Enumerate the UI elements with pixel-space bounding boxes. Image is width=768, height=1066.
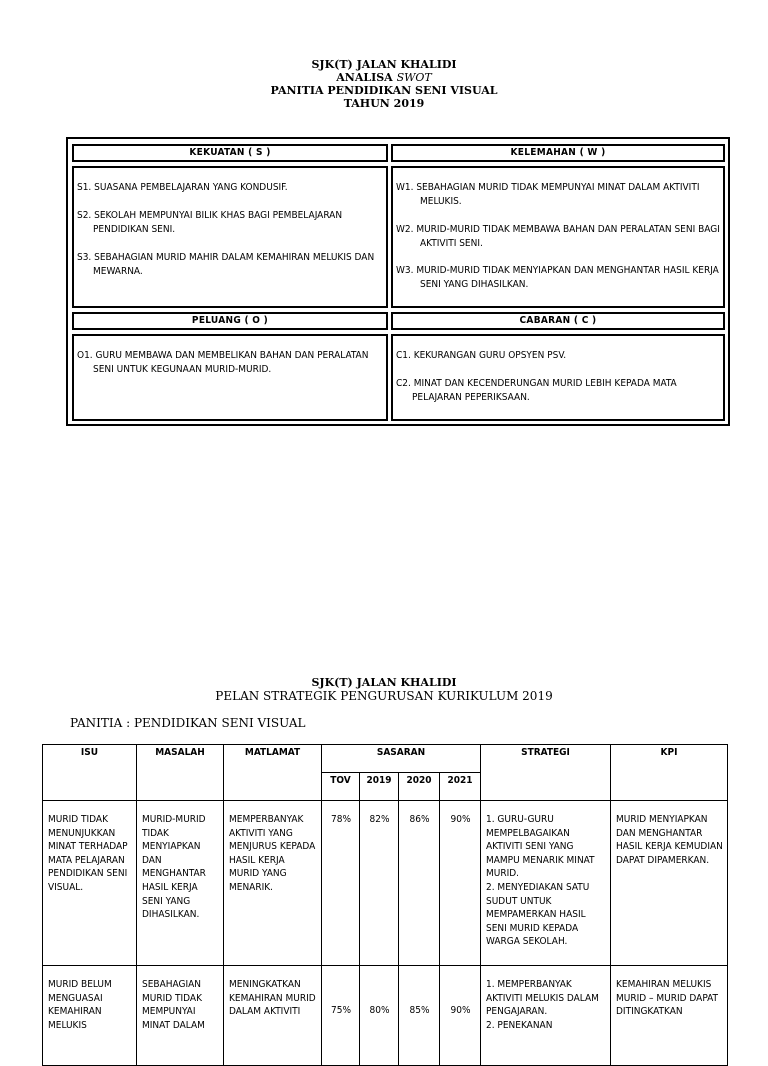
col-2021-header: 2021 <box>440 773 481 801</box>
plan-school-title: SJK(T) JALAN KHALIDI <box>311 676 457 689</box>
kpi-cell: KEMAHIRAN MELUKIS MURID – MURID DAPAT DITINGKATKAN <box>611 966 728 1066</box>
cabaran-item: C2. MINAT DAN KECENDERUNGAN MURID LEBIH KEPADA MATA PELAJARAN PEPERIKSAAN. <box>396 378 677 403</box>
kelemahan-item: W3. MURID-MURID TIDAK MENYIAPKAN DAN MENGHANTAR HASIL KERJA SENI YANG DIHASILKAN. <box>396 265 719 290</box>
col-2020-header: 2020 <box>399 773 440 801</box>
strategi-cell <box>481 966 611 1066</box>
target-2019-cell: 80% <box>360 966 399 1066</box>
kpi-cell: MURID MENYIAPKAN DAN MENGHANTAR HASIL KERJA KEMUDIAN DAPAT DIPAMERKAN. <box>611 801 728 966</box>
kekuatan-item: S1. SUASANA PEMBELAJARAN YANG KONDUSIF. <box>77 182 288 193</box>
swot-word: SWOT <box>396 71 432 84</box>
col-strategi-header: STRATEGI <box>481 745 611 801</box>
col-2019-header: 2019 <box>360 773 399 801</box>
tov-cell: 78% <box>322 801 360 966</box>
target-2020-cell: 86% <box>399 801 440 966</box>
strategi-cell <box>481 801 611 966</box>
strategi-line: 1. GURU-GURU MEMPELBAGAIKAN AKTIVITI SENI YANG MAMPU MENARIK MINAT MURID. <box>486 814 595 880</box>
isu-cell: MURID TIDAK MENUNJUKKAN MINAT TERHADAP MATA PELAJARAN PENDIDIKAN SENI VISUAL. <box>43 801 137 966</box>
col-kpi-header: KPI <box>611 745 728 801</box>
target-2021-cell: 90% <box>440 801 481 966</box>
peluang-header: PELUANG ( O ) <box>72 312 388 330</box>
swot-year-title: TAHUN 2019 <box>343 97 425 110</box>
swot-panitia-title: PANITIA PENDIDIKAN SENI VISUAL <box>270 84 498 97</box>
plan-panitia-label: PANITIA : PENDIDIKAN SENI VISUAL <box>70 716 306 730</box>
plan-table <box>42 744 728 1066</box>
matlamat-cell: MENINGKATKAN KEMAHIRAN MURID DALAM AKTIVITI <box>224 966 322 1066</box>
kekuatan-header: KEKUATAN ( S ) <box>72 144 388 162</box>
peluang-body <box>72 334 388 421</box>
kelemahan-body <box>391 166 725 308</box>
kekuatan-item: S3. SEBAHAGIAN MURID MAHIR DALAM KEMAHIRAN MELUKIS DAN MEWARNA. <box>77 252 375 277</box>
table-row <box>43 966 728 1066</box>
plan-subtitle: PELAN STRATEGIK PENGURUSAN KURIKULUM 2019 <box>215 689 553 703</box>
isu-cell: MURID BELUM MENGUASAI KEMAHIRAN MELUKIS <box>43 966 137 1066</box>
tov-cell: 75% <box>322 966 360 1066</box>
col-sasaran-header: SASARAN <box>322 745 481 773</box>
cabaran-header: CABARAN ( C ) <box>391 312 725 330</box>
table-row <box>43 801 728 966</box>
masalah-cell: MURID-MURID TIDAK MENYIAPKAN DAN MENGHANTAR HASIL KERJA SENI YANG DIHASILKAN. <box>137 801 224 966</box>
analisa-word: ANALISA <box>336 71 393 84</box>
kekuatan-item: S2. SEKOLAH MEMPUNYAI BILIK KHAS BAGI PEMBELAJARAN PENDIDIKAN SENI. <box>77 210 343 235</box>
col-tov-header: TOV <box>322 773 360 801</box>
strategi-line: 2. MENYEDIAKAN SATU SUDUT UNTUK MEMPAMERKAN HASIL SENI MURID KEPADA WARGA SEKOLAH. <box>486 881 590 948</box>
swot-analysis-title <box>0 71 768 84</box>
kelemahan-item: W1. SEBAHAGIAN MURID TIDAK MEMPUNYAI MINAT DALAM AKTIVITI MELUKIS. <box>396 182 700 207</box>
target-2019-cell: 82% <box>360 801 399 966</box>
kelemahan-item: W2. MURID-MURID TIDAK MEMBAWA BAHAN DAN PERALATAN SENI BAGI AKTIVITI SENI. <box>396 224 720 249</box>
kelemahan-header: KELEMAHAN ( W ) <box>391 144 725 162</box>
target-2020-cell: 85% <box>399 966 440 1066</box>
swot-school-title: SJK(T) JALAN KHALIDI <box>311 58 457 71</box>
strategi-line: 1. MEMPERBANYAK AKTIVITI MELUKIS DALAM PENGAJARAN. <box>486 979 599 1018</box>
col-masalah-header: MASALAH <box>137 745 224 801</box>
target-2021-cell: 90% <box>440 966 481 1066</box>
col-isu-header: ISU <box>43 745 137 801</box>
swot-table <box>66 137 730 426</box>
strategi-line: 2. PENEKANAN <box>486 1019 553 1031</box>
masalah-cell: SEBAHAGIAN MURID TIDAK MEMPUNYAI MINAT DALAM <box>137 966 224 1066</box>
cabaran-body <box>391 334 725 421</box>
peluang-item: O1. GURU MEMBAWA DAN MEMBELIKAN BAHAN DAN PERALATAN SENI UNTUK KEGUNAAN MURID-MURID. <box>77 350 369 375</box>
matlamat-cell: MEMPERBANYAK AKTIVITI YANG MENJURUS KEPADA HASIL KERJA MURID YANG MENARIK. <box>224 801 322 966</box>
col-matlamat-header: MATLAMAT <box>224 745 322 801</box>
kekuatan-body <box>72 166 388 308</box>
cabaran-item: C1. KEKURANGAN GURU OPSYEN PSV. <box>396 350 567 361</box>
